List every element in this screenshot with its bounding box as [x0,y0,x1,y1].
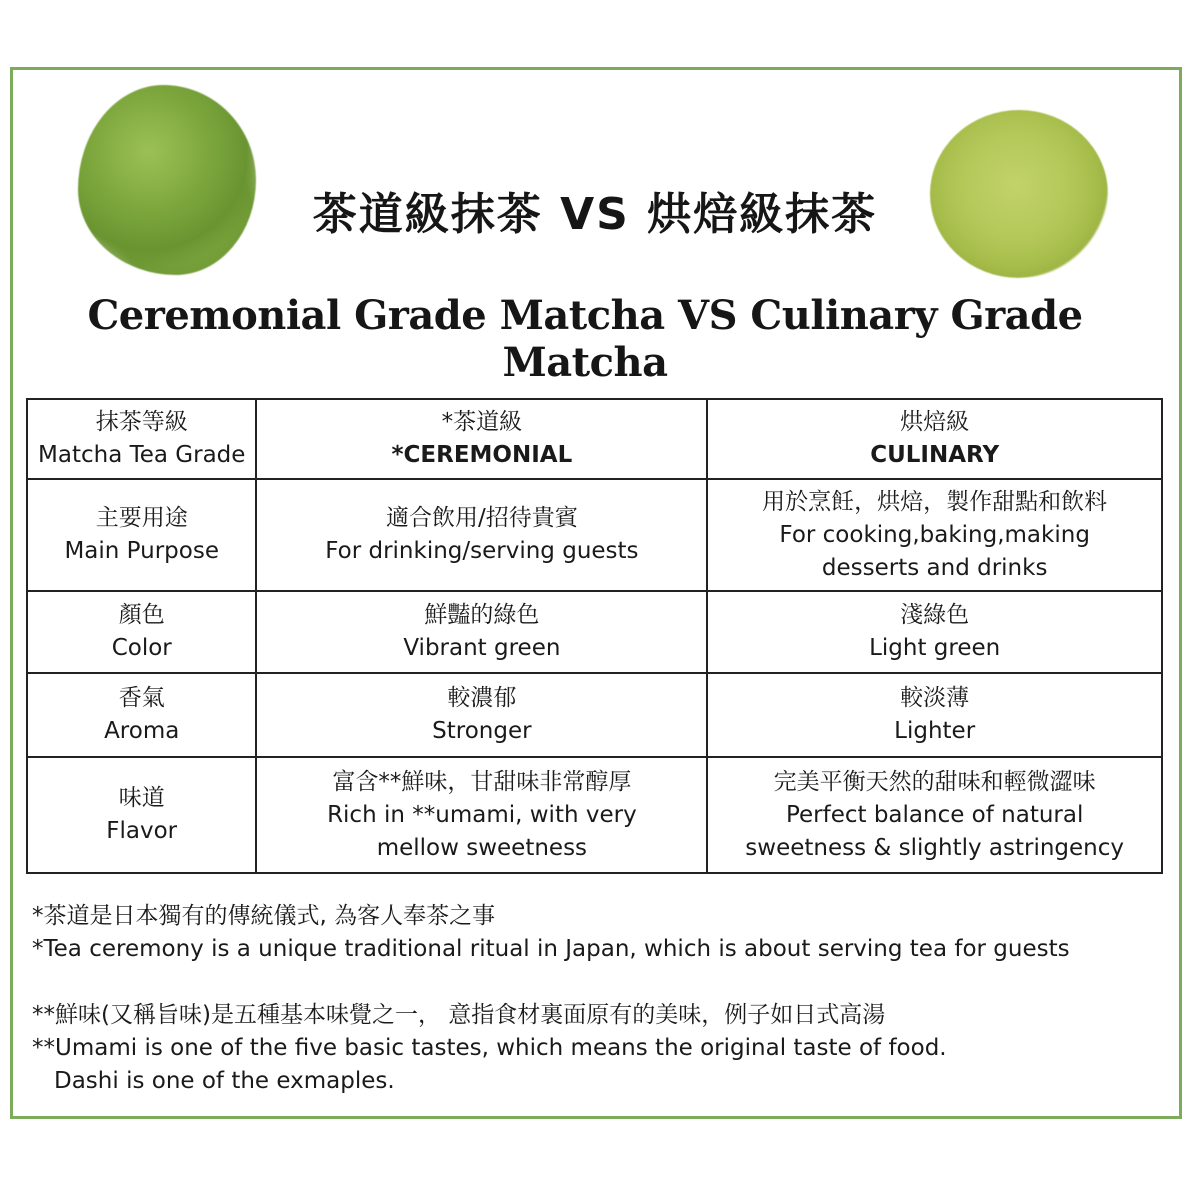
row-label-cell [27,479,256,591]
ceremonial-value-en: For drinking/serving guests [325,538,639,564]
ceremonial-value-en-line2: mellow sweetness [376,834,588,861]
culinary-matcha-powder-image [930,110,1108,278]
row-label-zh: 顏色 [118,602,165,628]
table-row-flavor [27,757,1162,873]
header-culinary-en: CULINARY [870,442,1000,468]
table-row-purpose [27,479,1162,591]
ceremonial-value-zh: 鮮豔的綠色 [424,602,540,628]
culinary-value-en: Perfect balance of natural [785,801,1084,828]
ceremonial-matcha-powder-image [78,85,256,275]
culinary-value-zh: 完美平衡天然的甜味和輕微澀味 [773,768,1096,795]
header-ceremonial-cell [256,399,707,479]
row-label-zh: 香氣 [118,685,165,711]
row-label-cell [27,757,256,873]
row-label-zh: 主要用途 [95,505,188,531]
ceremonial-value-cell [256,757,707,873]
culinary-value-zh: 用於烹飪，烘焙，製作甜點和飲料 [762,488,1108,515]
title-chinese: 茶道級抹茶 VS 烘焙級抹茶 [312,189,878,240]
footnote-2-en: **Umami is one of the five basic tastes, which means the original taste of food. [32,1035,947,1061]
title-english: Ceremonial Grade Matcha VS Culinary Grade Matcha [87,292,1083,386]
culinary-value-zh: 淺綠色 [900,602,970,628]
ceremonial-value-zh: 富含**鮮味，甘甜味非常醇厚 [332,768,632,795]
ceremonial-value-zh: 較濃郁 [447,685,517,711]
ceremonial-value-cell [256,591,707,673]
footnotes [32,900,1142,1098]
culinary-value-cell [707,591,1162,673]
row-label-cell [27,673,256,757]
row-label-en: Flavor [106,818,178,844]
header-grade-cell [27,399,256,479]
culinary-value-cell [707,479,1162,591]
ceremonial-value-cell [256,479,707,591]
row-label-en: Color [111,635,172,661]
footnote-spacer [32,966,1142,999]
culinary-value-en: Lighter [894,718,976,744]
table-header-row [27,399,1162,479]
footnote-1-en: *Tea ceremony is a unique traditional ritual in Japan, which is about serving tea for guests [32,936,1070,962]
culinary-value-cell [707,757,1162,873]
row-label-cell [27,591,256,673]
header-culinary-cell [707,399,1162,479]
culinary-value-en: Light green [869,635,1001,661]
culinary-value-en-line2: desserts and drinks [821,554,1048,581]
row-label-zh: 味道 [118,785,165,811]
ceremonial-value-en: Vibrant green [403,635,561,661]
header-grade-en: Matcha Tea Grade [38,442,246,468]
table-row-aroma [27,673,1162,757]
culinary-value-en: For cooking,baking,making [779,521,1090,548]
header-ceremonial-en: *CEREMONIAL [391,442,573,468]
row-label-en: Aroma [104,718,180,744]
ceremonial-value-en: Rich in **umami, with very [327,801,637,828]
footnote-2-zh: **鮮味(又稱旨味)是五種基本味覺之一， 意指食材裏面原有的美味，例子如日式高湯 [32,1002,886,1028]
row-label-en: Main Purpose [64,538,219,564]
culinary-value-zh: 較淡薄 [900,685,970,711]
comparison-table [26,398,1163,874]
culinary-value-en-line2: sweetness & slightly astringency [745,834,1125,861]
footnote-1-zh: *茶道是日本獨有的傳統儀式, 為客人奉茶之事 [32,903,496,929]
header-grade-zh: 抹茶等級 [95,409,188,435]
footnote-2-en-line2: Dashi is one of the exmaples. [54,1068,395,1094]
culinary-value-cell [707,673,1162,757]
header-culinary-zh: 烘焙級 [900,409,970,435]
ceremonial-value-cell [256,673,707,757]
ceremonial-value-zh: 適合飲用/招待貴賓 [386,505,578,531]
header-ceremonial-zh: *茶道級 [441,409,523,435]
table-row-color [27,591,1162,673]
ceremonial-value-en: Stronger [432,718,532,744]
